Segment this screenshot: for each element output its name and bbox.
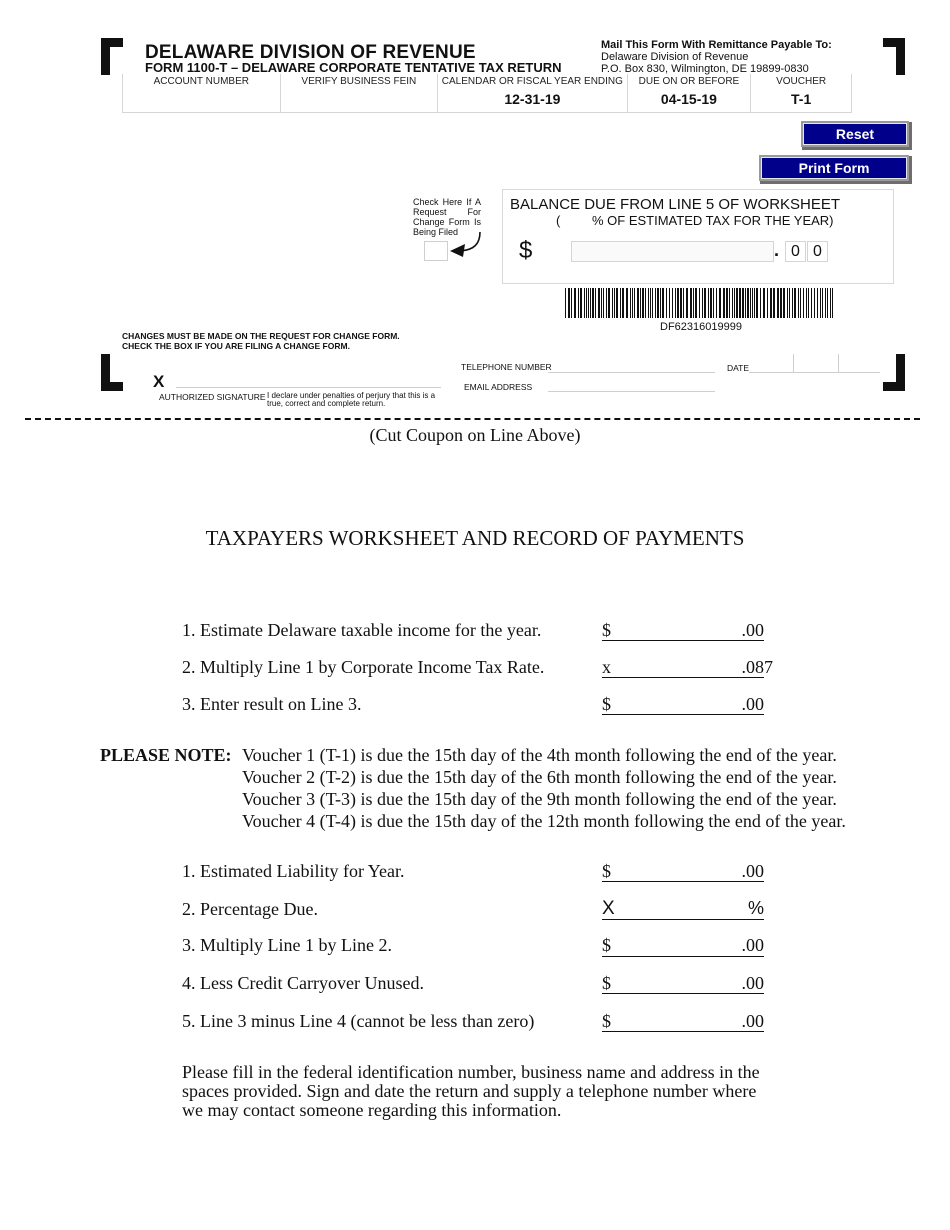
worksheet-title: TAXPAYERS WORKSHEET AND RECORD OF PAYMENTS (205, 526, 745, 550)
email-label: EMAIL ADDRESS (464, 382, 533, 392)
decimal-point: . (774, 240, 780, 260)
voucher-due-note: Voucher 3 (T-3) is due the 15th day of the 9th month following the end of the year. (242, 789, 837, 809)
account-number-label: ACCOUNT NUMBER (153, 76, 249, 87)
worksheet-line-value[interactable]: .00 (741, 935, 764, 955)
worksheet-line-symbol: $ (602, 620, 611, 640)
telephone-field[interactable] (548, 372, 715, 373)
dollar-sign: $ (519, 237, 533, 264)
worksheet-line-value[interactable]: .00 (741, 973, 764, 993)
change-request-checkbox[interactable] (424, 241, 448, 261)
worksheet-line-underline (602, 919, 764, 920)
mail-address-line: Delaware Division of Revenue (601, 51, 749, 63)
worksheet-line-value[interactable]: % (747, 898, 764, 918)
balance-due-title: BALANCE DUE FROM LINE 5 OF WORKSHEET (510, 196, 841, 213)
registration-mark-top-right (883, 38, 905, 76)
fiscal-year-cell (438, 74, 627, 112)
balance-amount-input[interactable] (571, 241, 774, 262)
worksheet-line-underline (602, 881, 764, 882)
balance-due-subtitle: % OF ESTIMATED TAX FOR THE YEAR) (592, 213, 834, 228)
perjury-declaration: I declare under penalties of perjury that this is a true, correct and complete return. (267, 391, 436, 408)
worksheet-line-label: 2. Multiply Line 1 by Corporate Income Tax Rate. (182, 657, 545, 677)
instructions-paragraph: Please fill in the federal identification number, business name and address in the spaces provided. Sign and date the return and supply a telephone number where we may contact someone regarding this information. (182, 1062, 760, 1120)
mail-heading: Mail This Form With Remittance Payable To: (601, 39, 832, 51)
form-subtitle: FORM 1100-T – DELAWARE CORPORATE TENTATIVE TAX RETURN (145, 60, 562, 75)
changes-notice-line: CHANGES MUST BE MADE ON THE REQUEST FOR CHANGE FORM. (122, 331, 400, 341)
cents-digit-field[interactable]: 0 (807, 241, 828, 262)
worksheet-line-label: 1. Estimated Liability for Year. (182, 861, 405, 881)
worksheet-line-symbol: $ (602, 694, 611, 714)
balance-due-paren: ( (556, 213, 561, 228)
worksheet-line-symbol: $ (602, 1011, 611, 1031)
barcode-number: DF62316019999 (660, 321, 742, 333)
voucher-label: VOUCHER (776, 76, 827, 87)
worksheet-line-label: 2. Percentage Due. (182, 899, 318, 919)
reset-button[interactable]: Reset (803, 123, 907, 145)
worksheet-line-symbol: $ (602, 935, 611, 955)
registration-mark-bottom-left (101, 354, 123, 392)
worksheet-line-value[interactable]: .00 (741, 861, 764, 881)
worksheet-line-label: 3. Multiply Line 1 by Line 2. (182, 935, 392, 955)
voucher-due-note: Voucher 2 (T-2) is due the 15th day of the 6th month following the end of the year. (242, 767, 837, 787)
registration-mark-top-left (101, 38, 123, 76)
worksheet-line-underline (602, 993, 764, 994)
worksheet-line-value[interactable]: .00 (741, 620, 764, 640)
email-field[interactable] (548, 391, 715, 392)
worksheet-line-label: 5. Line 3 minus Line 4 (cannot be less than zero) (182, 1011, 535, 1031)
date-field[interactable] (749, 354, 880, 373)
registration-mark-bottom-right (883, 354, 905, 392)
worksheet-line-symbol: X (602, 898, 615, 919)
worksheet-line-symbol: $ (602, 973, 611, 993)
changes-notice-line: CHECK THE BOX IF YOU ARE FILING A CHANGE FORM. (122, 341, 350, 351)
due-date-label: DUE ON OR BEFORE (638, 76, 740, 87)
cut-line (25, 418, 920, 420)
voucher-value: T-1 (791, 91, 812, 107)
worksheet-line-value[interactable]: .00 (741, 694, 764, 714)
signature-label: AUTHORIZED SIGNATURE (159, 392, 266, 402)
signature-x-mark: X (153, 372, 165, 391)
worksheet-line-underline (602, 1031, 764, 1032)
mail-address-line: P.O. Box 830, Wilmington, DE 19899-0830 (601, 63, 809, 75)
cut-caption: (Cut Coupon on Line Above) (369, 425, 581, 445)
worksheet-line-symbol: $ (602, 861, 611, 881)
worksheet-line-underline (602, 640, 764, 641)
worksheet-line-value: .087 (741, 657, 773, 677)
telephone-label: TELEPHONE NUMBER (461, 362, 552, 372)
changes-notice (122, 331, 400, 351)
worksheet-line-symbol: x (602, 657, 611, 677)
print-form-button[interactable]: Print Form (761, 157, 907, 179)
worksheet-line-label: 4. Less Credit Carryover Unused. (182, 973, 424, 993)
voucher-due-note: Voucher 4 (T-4) is due the 15th day of the 12th month following the end of the year. (242, 811, 846, 831)
fiscal-year-value: 12-31-19 (504, 91, 561, 107)
form-agency-title: DELAWARE DIVISION OF REVENUE (145, 42, 476, 63)
business-fein-label: VERIFY BUSINESS FEIN (301, 76, 417, 87)
coupon-info-table (122, 74, 852, 113)
fiscal-year-label: CALENDAR OR FISCAL YEAR ENDING (441, 76, 623, 87)
voucher-due-note: Voucher 1 (T-1) is due the 15th day of the 4th month following the end of the year. (242, 745, 837, 765)
please-note-heading: PLEASE NOTE: (100, 745, 232, 765)
worksheet-line-label: 3. Enter result on Line 3. (182, 694, 362, 714)
worksheet-line-underline (602, 956, 764, 957)
cents-digit-field[interactable]: 0 (785, 241, 806, 262)
account-number-cell[interactable] (123, 74, 281, 112)
signature-field[interactable] (176, 387, 441, 388)
barcode-image (565, 288, 837, 318)
change-request-instruction: Check Here If A Request For Change Form Is Being Filed (413, 197, 481, 237)
date-label: DATE (727, 363, 750, 373)
worksheet-line-underline (602, 714, 764, 715)
curved-arrow-icon (448, 230, 484, 260)
business-fein-cell[interactable] (281, 74, 439, 112)
due-date-value: 04-15-19 (660, 91, 717, 107)
worksheet-line-underline (602, 677, 764, 678)
voucher-cell (751, 74, 851, 112)
due-date-cell (628, 74, 752, 112)
worksheet-line-label: 1. Estimate Delaware taxable income for the year. (182, 620, 542, 640)
worksheet-line-value[interactable]: .00 (741, 1011, 764, 1031)
